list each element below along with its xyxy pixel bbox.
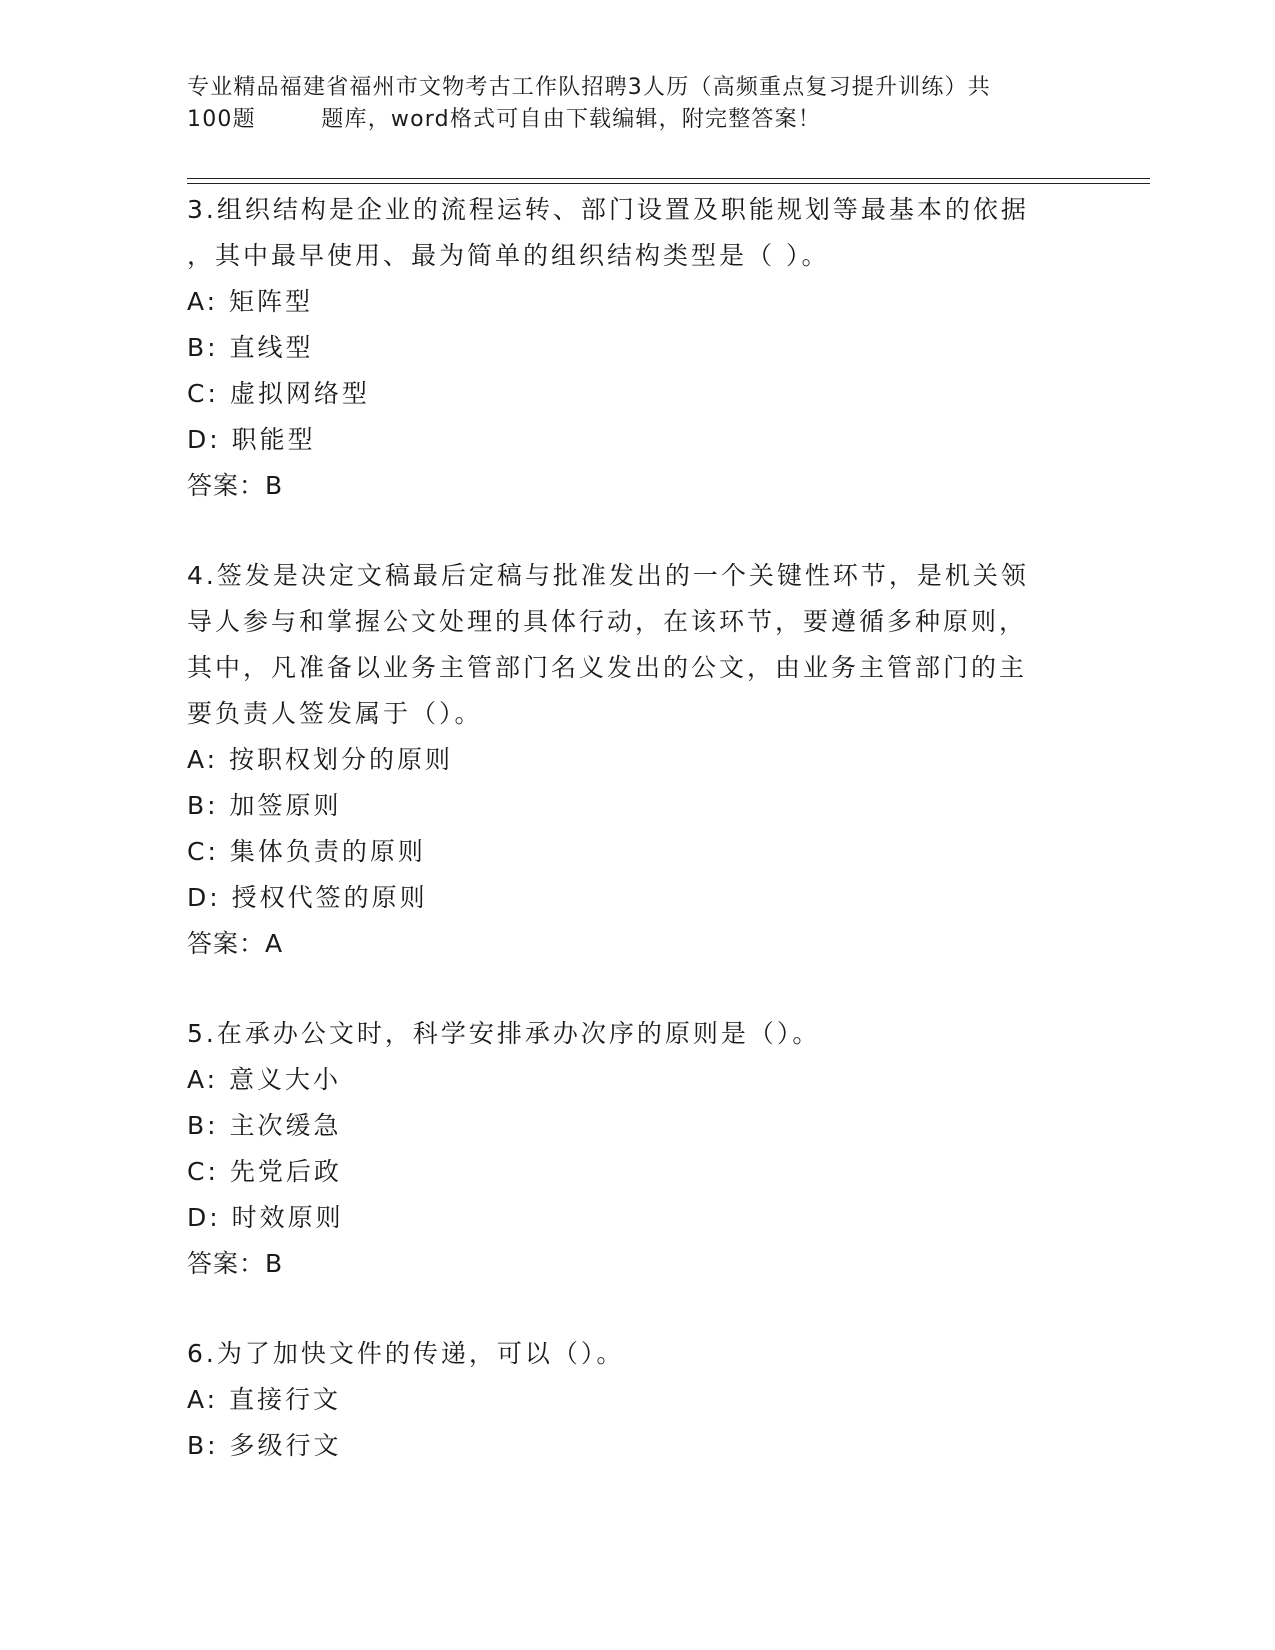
answer: 答案：B	[187, 1249, 284, 1278]
option-b: B: 多级行文	[187, 1431, 342, 1460]
question-text-line: 3.组织结构是企业的流程运转、部门设置及职能规划等最基本的依据	[187, 195, 1029, 224]
question-6	[187, 1331, 1067, 1469]
header-rule-bottom	[187, 183, 1150, 184]
header-line-1: 专业精品福建省福州市文物考古工作队招聘3人历（高频重点复习提升训练）共	[187, 75, 991, 100]
option-a: A: 按职权划分的原则	[187, 745, 454, 774]
option-d: D: 授权代签的原则	[187, 883, 428, 912]
option-b: B: 加签原则	[187, 791, 342, 820]
option-d: D: 时效原则	[187, 1203, 344, 1232]
question-spacer	[187, 1287, 1067, 1331]
option-d: D: 职能型	[187, 425, 316, 454]
option-b: B: 直线型	[187, 333, 314, 362]
option-c: C: 集体负责的原则	[187, 837, 426, 866]
header-rule-top	[187, 178, 1150, 179]
question-3	[187, 187, 1067, 509]
question-list	[187, 187, 1067, 1469]
option-c: C: 虚拟网络型	[187, 379, 370, 408]
answer: 答案：B	[187, 471, 284, 500]
question-text-line: ，其中最早使用、最为简单的组织结构类型是（ ）。	[187, 241, 830, 270]
option-a: A: 直接行文	[187, 1385, 342, 1414]
header-line-2: 100题 题库，word格式可自由下载编辑，附完整答案！	[187, 107, 822, 132]
answer: 答案：A	[187, 929, 284, 958]
question-text-line: 5.在承办公文时，科学安排承办次序的原则是（）。	[187, 1019, 821, 1048]
question-text-line: 其中，凡准备以业务主管部门名义发出的公文，由业务主管部门的主	[187, 653, 1028, 682]
option-a: A: 矩阵型	[187, 287, 314, 316]
question-5	[187, 1011, 1067, 1287]
question-text-line: 导人参与和掌握公文处理的具体行动，在该环节，要遵循多种原则，	[187, 607, 1028, 636]
question-spacer	[187, 967, 1067, 1011]
question-4	[187, 553, 1067, 967]
option-c: C: 先党后政	[187, 1157, 342, 1186]
question-text-line: 要负责人签发属于（）。	[187, 699, 483, 728]
question-text-line: 6.为了加快文件的传递，可以（）。	[187, 1339, 625, 1368]
document-header	[187, 72, 1067, 136]
question-text-line: 4.签发是决定文稿最后定稿与批准发出的一个关键性环节，是机关领	[187, 561, 1029, 590]
question-spacer	[187, 509, 1067, 553]
option-a: A: 意义大小	[187, 1065, 342, 1094]
option-b: B: 主次缓急	[187, 1111, 342, 1140]
